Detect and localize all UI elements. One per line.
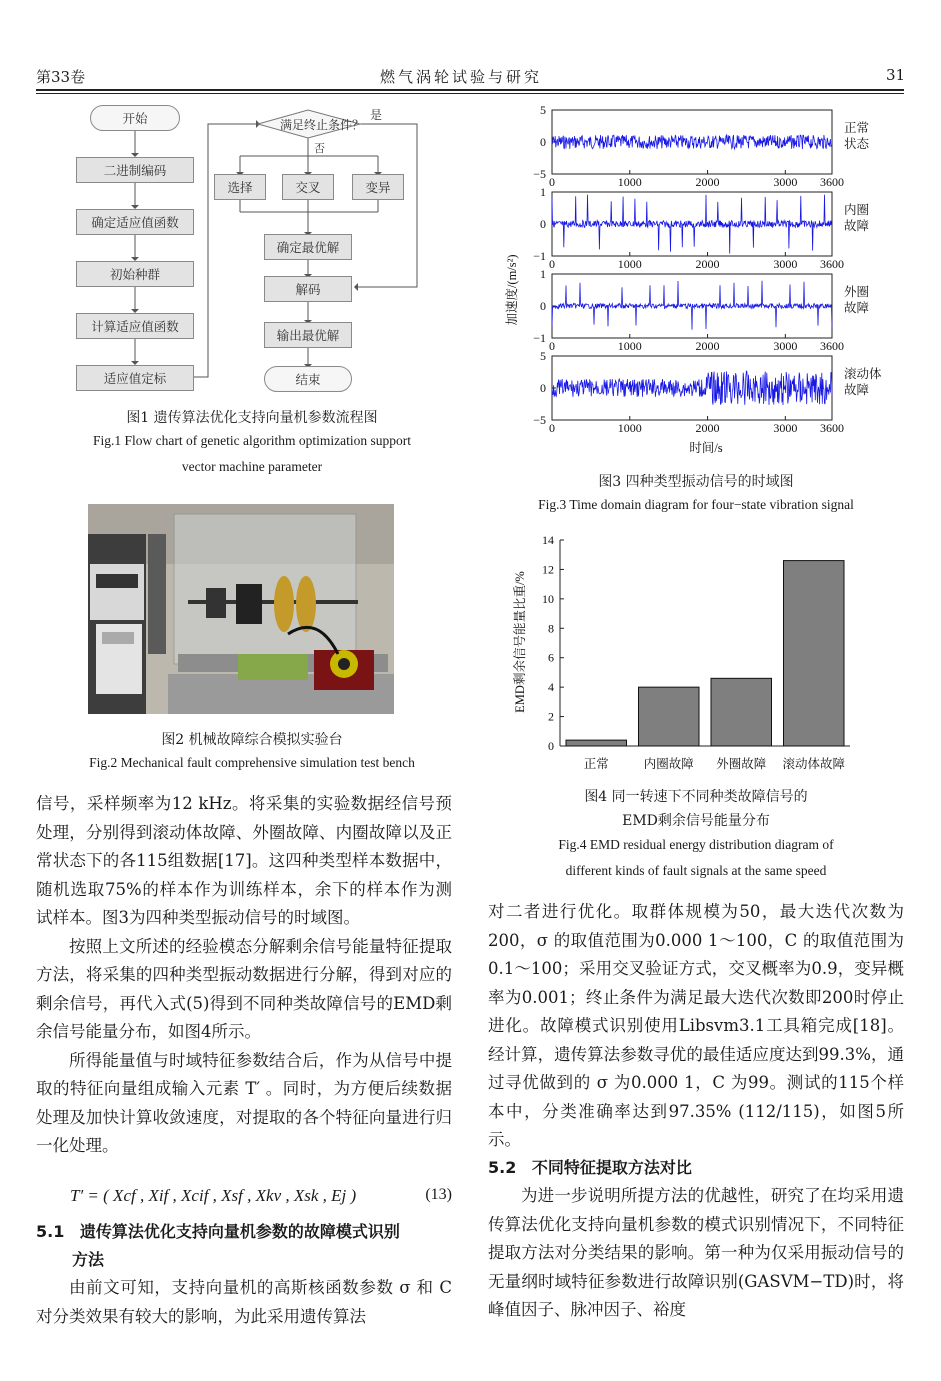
- fig1-caption-en-2: vector machine parameter: [181, 459, 323, 474]
- fig3-panel-label: 状态: [844, 137, 870, 151]
- fig3-xtick-label: 1000: [617, 257, 642, 271]
- fig4-caption-zh-1: 图4 同一转速下不同种类故障信号的: [584, 789, 808, 805]
- fig4-ytick-label: 12: [542, 562, 554, 577]
- fig3-xtick-label: 3000: [773, 421, 798, 435]
- fig3-ytick-label: 1: [540, 267, 546, 281]
- fig4-ytick-label: 8: [548, 621, 554, 636]
- fig4-caption-en-1: Fig.4 EMD residual energy distribution diagram of: [558, 837, 834, 852]
- section-5-1-title-line2: 方法: [72, 1250, 105, 1269]
- left-paragraph-4: 由前文可知，支持向量机的高斯核函数参数 σ 和 C 对分类效果有较大的影响，为此采用遗传算法: [36, 1278, 452, 1326]
- fig3-ytick-label: 5: [540, 103, 546, 117]
- fig1-flowchart: [60, 100, 470, 400]
- equation-13: [70, 1186, 452, 1206]
- flow-start: 开始: [90, 105, 180, 131]
- flow-select: 选择: [214, 174, 266, 200]
- fig4-ytick-label: 10: [542, 591, 554, 606]
- fig4-bar-chart: [500, 528, 860, 778]
- fig3-panel-label: 正常: [844, 121, 870, 135]
- fig3-xtick-label: 3600: [820, 421, 844, 435]
- section-5-2-heading: [488, 1154, 904, 1182]
- volume-label: 第33卷: [36, 68, 86, 86]
- equation-body: T′ = ( Xcf , Xif , Xcif , Xsf , Xkv , Xsk , Ej ): [70, 1186, 357, 1205]
- section-5-1-heading: [36, 1218, 452, 1274]
- section-5-1-title-line1: 遗传算法优化支持向量机参数的故障模式识别: [79, 1222, 400, 1241]
- fig4-category-label: 滚动体故障: [782, 757, 846, 771]
- fig3-xtick-label: 3000: [773, 339, 798, 353]
- header-rule-thin: [36, 93, 904, 94]
- fig4-caption-en-2: different kinds of fault signals at the same speed: [565, 863, 827, 878]
- fig3-xtick-label: 3600: [820, 175, 844, 189]
- fig3-panel-3: [533, 267, 869, 353]
- left-paragraph-2: 按照上文所述的经验模态分解剩余信号能量特征提取方法，将采集的四种类型振动数据进行分解，得到对应的剩余信号，再代入式(5)得到不同种类故障信号的EMD剩余信号能量分布，如图4所示。: [36, 936, 452, 1041]
- equation-number: (13): [425, 1186, 452, 1203]
- fig3-signal-line: [552, 371, 832, 405]
- fig3-panel-4: [533, 349, 882, 435]
- flow-yes-label: 是: [370, 108, 383, 122]
- fig3-xtick-label: 0: [549, 175, 555, 189]
- fig3-ytick-label: 0: [540, 135, 546, 149]
- fig4-ytick-label: 2: [548, 709, 554, 724]
- fig3-ytick-label: −1: [533, 249, 546, 263]
- fig3-panel-label: 内圈: [844, 203, 870, 217]
- fig3-signal-line: [552, 195, 832, 254]
- fig4-caption-zh-2: EMD剩余信号能量分布: [622, 813, 770, 829]
- section-5-2-number: 5.2: [488, 1158, 517, 1177]
- flow-encode: 二进制编码: [76, 157, 194, 183]
- flow-crossover: 交叉: [282, 174, 334, 200]
- fig3-panel-label: 故障: [844, 219, 870, 233]
- fig3-signal-line: [552, 281, 832, 330]
- page-number: 31: [886, 66, 906, 84]
- fig2-caption-en: Fig.2 Mechanical fault comprehensive simulation test bench: [89, 755, 415, 770]
- fig4-ylabel: EMD剩余信号能量比重/%: [513, 571, 527, 713]
- flow-terminate-label: 满足终止条件？: [280, 118, 365, 132]
- fig3-ytick-label: 0: [540, 299, 546, 313]
- flow-init-population: 初始种群: [76, 261, 194, 287]
- fig1-caption-en-1: Fig.1 Flow chart of genetic algorithm optimization support: [93, 433, 411, 448]
- fig3-xtick-label: 2000: [695, 175, 720, 189]
- test-bench-drawing: [88, 504, 394, 714]
- right-body-text: [488, 898, 904, 1155]
- fig3-ytick-label: 1: [540, 185, 546, 199]
- flow-no-label: 否: [314, 142, 325, 155]
- fig4-ytick-label: 14: [542, 533, 554, 547]
- fig3-panel-1: [533, 103, 869, 189]
- fig4-ytick-label: 0: [548, 739, 554, 753]
- flow-mutate: 变异: [352, 174, 404, 200]
- fig2-test-bench-photo: [88, 504, 394, 714]
- section-5-1-number: 5.1: [36, 1222, 65, 1241]
- fig3-ytick-label: 0: [540, 217, 546, 231]
- flow-output-best: 输出最优解: [264, 322, 352, 348]
- fig3-ytick-label: 0: [540, 381, 546, 395]
- fig1-caption-zh: 图1 遗传算法优化支持向量机参数流程图: [126, 410, 378, 426]
- fig3-ytick-label: −5: [533, 413, 546, 427]
- flow-scaling: 适应值定标: [76, 365, 194, 391]
- fig3-xtick-label: 3000: [773, 257, 798, 271]
- left-body-text: [36, 790, 452, 1161]
- fig3-panel-label: 故障: [844, 383, 870, 397]
- fig3-caption-en: Fig.3 Time domain diagram for four−state vibration signal: [538, 497, 854, 512]
- fig3-xtick-label: 1000: [617, 339, 642, 353]
- fig3-panel-2: [533, 185, 869, 271]
- right-paragraph-1: 对二者进行优化。取群体规模为50，最大迭代次数为200，σ 的取值范围为0.000 1～100，C 的取值范围为0.1～100；采用交叉验证方式，交叉概率为0.9，变异概率为0.001；终止条件为满足最大迭代次数即200时停止进化。故障模式识别使用Libsvm3.1工具箱完成[18]。经计算，遗传算法参数寻优的最佳适应度达到99.3%，通过寻优做到的 σ 为0.000 1，C 为99。测试的115个样本中，分类准确率达到97.35% (112/115)，如图5所示。: [488, 902, 904, 1149]
- flow-decode: 解码: [264, 276, 352, 302]
- fig3-xtick-label: 2000: [695, 421, 720, 435]
- fig3-xlabel: 时间/s: [689, 441, 723, 455]
- journal-title: 燃气涡轮试验与研究: [380, 68, 543, 86]
- fig3-xtick-label: 2000: [695, 339, 720, 353]
- flow-fitness-function: 确定适应值函数: [76, 209, 194, 235]
- fig3-xtick-label: 3000: [773, 175, 798, 189]
- flow-calc-fitness: 计算适应值函数: [76, 313, 194, 339]
- fig3-ytick-label: −5: [533, 167, 546, 181]
- section-5-2-title: 不同特征提取方法对比: [531, 1158, 692, 1177]
- fig3-ytick-label: −1: [533, 331, 546, 345]
- fig4-category-label: 外圈故障: [716, 757, 767, 771]
- fig3-xtick-label: 1000: [617, 421, 642, 435]
- fig3-xtick-label: 2000: [695, 257, 720, 271]
- fig4-category-label: 正常: [583, 757, 609, 771]
- fig3-ylabel: 加速度/(m/s²): [505, 254, 519, 326]
- fig4-category-label: 内圈故障: [643, 757, 694, 771]
- fig4-bar: [784, 561, 845, 746]
- right-paragraph-2: 为进一步说明所提方法的优越性，研究了在均采用遗传算法优化支持向量机参数的模式识别情况下，不同特征提取方法对分类结果的影响。第一种为仅采用振动信号的无量纲时域特征参数进行故障识别(GASVM−TD)时，将峰值因子、脉冲因子、裕度: [488, 1186, 904, 1319]
- flow-end: 结束: [264, 366, 352, 392]
- fig3-signal-line: [552, 135, 832, 149]
- fig3-time-domain-chart: [496, 100, 916, 465]
- fig3-xtick-label: 3600: [820, 257, 844, 271]
- fig3-xtick-label: 3600: [820, 339, 844, 353]
- fig3-panel-label: 外圈: [844, 285, 870, 299]
- fig4-ytick-label: 6: [548, 650, 554, 665]
- fig3-panel-label: 滚动体: [844, 367, 882, 381]
- right-body-text-2: [488, 1182, 904, 1325]
- fig3-xtick-label: 1000: [617, 175, 642, 189]
- fig3-ytick-label: 5: [540, 349, 546, 363]
- header-rule: [36, 89, 904, 91]
- fig4-bar: [711, 678, 772, 746]
- fig3-xtick-label: 0: [549, 421, 555, 435]
- fig4-bar: [639, 687, 700, 746]
- fig3-panel-label: 故障: [844, 301, 870, 315]
- fig3-xtick-label: 0: [549, 339, 555, 353]
- fig3-caption-zh: 图3 四种类型振动信号的时域图: [598, 474, 794, 490]
- left-paragraph-1: 信号，采样频率为12 kHz。将采集的实验数据经信号预处理，分别得到滚动体故障、外圈故障、内圈故障以及正常状态下的各115组数据[17]。这四种类型样本数据中，随机选取75%的样本作为训练样本，余下的样本作为测试样本。图3为四种类型振动信号的时域图。: [36, 794, 452, 927]
- left-body-text-2: [36, 1274, 452, 1331]
- fig2-caption-zh: 图2 机械故障综合模拟实验台: [161, 732, 343, 748]
- fig4-bar: [566, 740, 627, 746]
- fig3-xtick-label: 0: [549, 257, 555, 271]
- flow-best-solution: 确定最优解: [264, 234, 352, 260]
- left-paragraph-3: 所得能量值与时域特征参数结合后，作为从信号中提取的特征向量组成输入元素 T′ 。同时，为方便后续数据处理及加快计算收敛速度，对提取的各个特征向量进行归一化处理。: [36, 1050, 452, 1155]
- fig4-ytick-label: 4: [548, 680, 554, 695]
